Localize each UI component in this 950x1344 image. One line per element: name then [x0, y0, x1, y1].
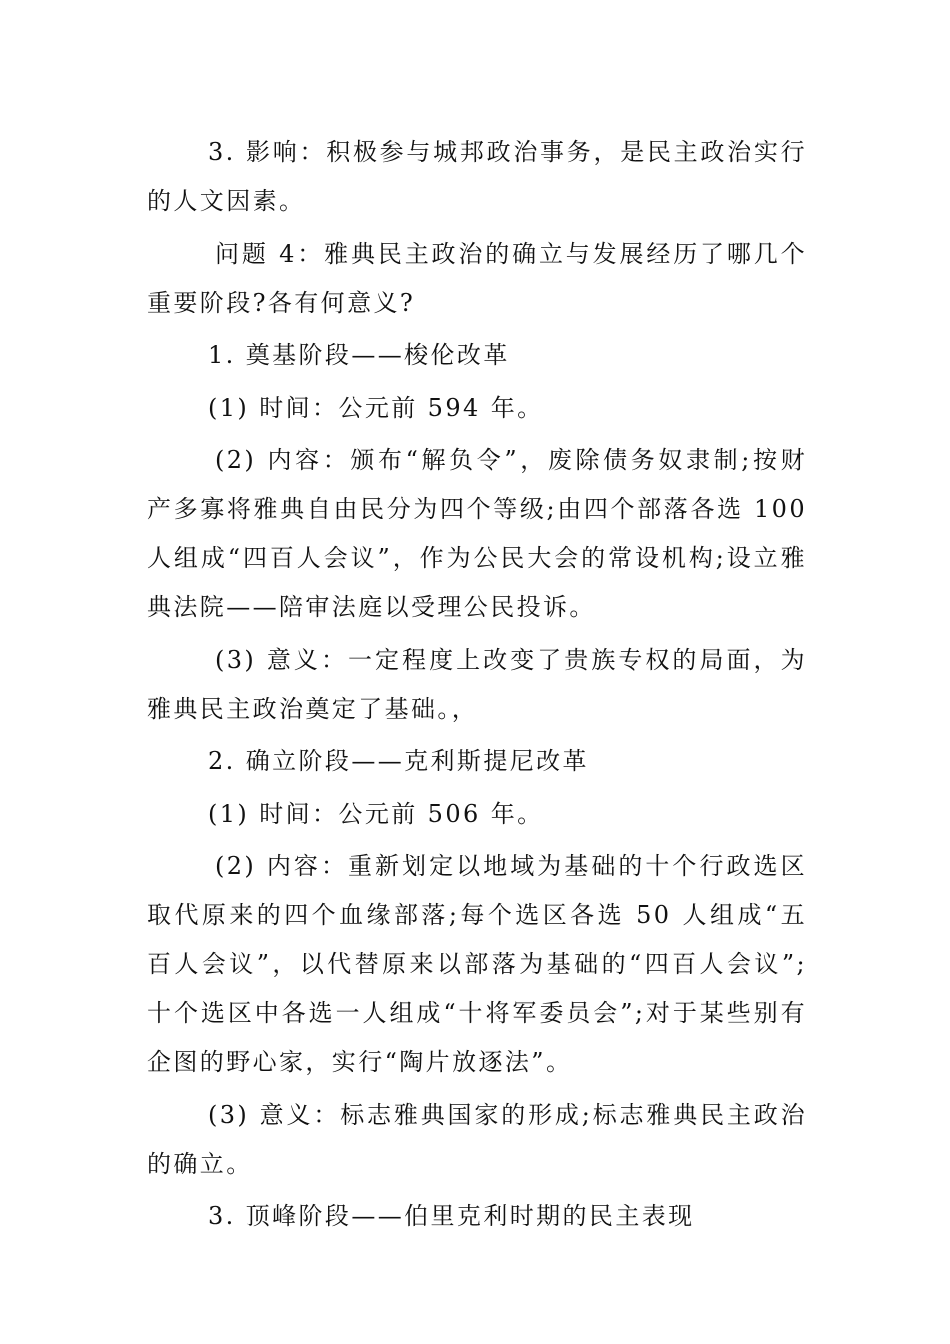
paragraph-influence: 3. 影响：积极参与城邦政治事务，是民主政治实行的人文因素。 [147, 138, 807, 215]
paragraph-solon-time: (1) 时间：公元前 594 年。 [208, 393, 544, 422]
heading-peak-stage: 3. 顶峰阶段——伯里克利时期的民主表现 [208, 1202, 695, 1230]
document-body [147, 128, 807, 1245]
paragraph-cleisthenes-content: (2) 内容：重新划定以地域为基础的十个行政选区取代原来的四个血缘部落;每个选区各选 50 人组成“五百人会议”，以代替原来以部落为基础的“四百人会议”;十个选区中各选一人组成“十将军委员会”;对于某些别有企图的野心家，实行“陶片放逐法”。 [147, 852, 807, 1076]
paragraph-solon-content: (2) 内容：颁布“解负令”，废除债务奴隶制;按财产多寡将雅典自由民分为四个等级;由四个部落各选 100 人组成“四百人会议”，作为公民大会的常设机构;设立雅典法院——陪审法庭以受理公民投诉。 [147, 446, 807, 621]
paragraph-question-4: 问题 4：雅典民主政治的确立与发展经历了哪几个重要阶段?各有何意义? [147, 239, 807, 317]
heading-establishment-stage: 2. 确立阶段——克利斯提尼改革 [208, 747, 589, 775]
paragraph-solon-significance: (3) 意义：一定程度上改变了贵族专权的局面，为雅典民主政治奠定了基础。， [147, 645, 807, 723]
paragraph-cleisthenes-time: (1) 时间：公元前 506 年。 [208, 799, 544, 828]
heading-foundation-stage: 1. 奠基阶段——梭伦改革 [208, 341, 510, 369]
paragraph-cleisthenes-significance: (3) 意义：标志雅典国家的形成;标志雅典民主政治的确立。 [147, 1100, 807, 1178]
